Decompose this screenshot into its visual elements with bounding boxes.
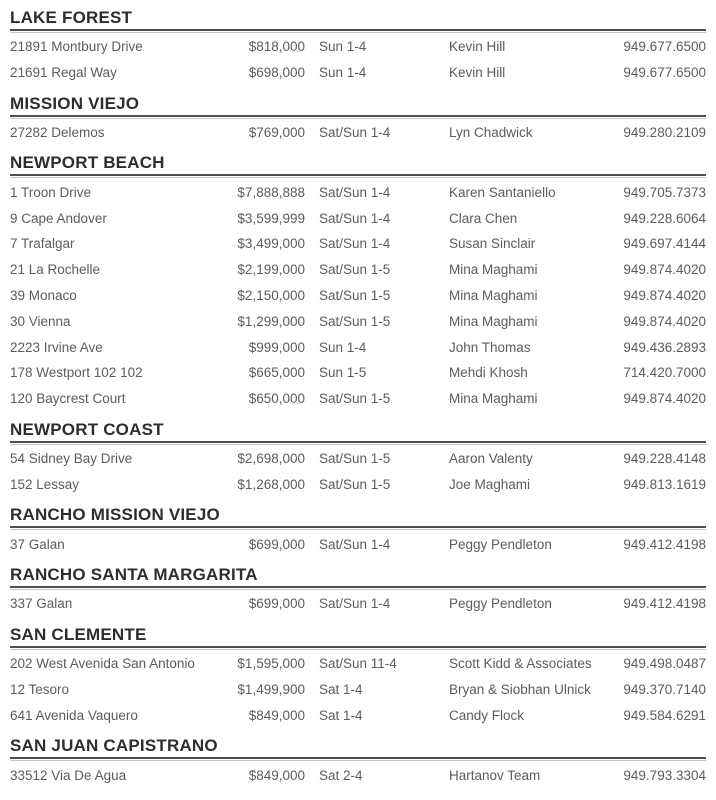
listing-agent: Scott Kidd & Associates [449,656,592,672]
listing-address: 178 Westport 102 102 [10,365,143,381]
listing-open-time: Sun 1-4 [319,65,367,81]
listing-price: $1,299,000 [237,313,305,329]
listing-open-time: Sun 1-4 [319,39,367,55]
listing-agent: Clara Chen [449,210,518,226]
listing-phone: 949.677.6500 [623,39,706,55]
listing-agent: Susan Sinclair [449,236,536,252]
listing-address: 27282 Delemos [10,124,105,140]
listing-phone: 949.697.4144 [623,236,706,252]
city-section [10,625,706,728]
listing-rows [10,179,706,411]
listing-price: $849,000 [248,767,305,783]
listing-phone: 949.705.7373 [623,184,706,200]
listing-agent: Peggy Pendleton [449,536,552,552]
listing-phone: 949.498.0487 [623,656,706,672]
listing-address: 202 West Avenida San Antonio [10,656,195,672]
listing-address: 12 Tesoro [10,681,70,697]
listing-open-time: Sun 1-4 [319,339,367,355]
listing-price: $2,698,000 [237,450,305,466]
listing-row [10,446,706,472]
city-heading: RANCHO MISSION VIEJO [10,505,220,525]
listing-row [10,179,706,205]
city-heading: LAKE FOREST [10,8,133,27]
heading-rule [10,441,706,445]
listing-phone: 949.677.6500 [623,65,706,81]
listing-address: 152 Lessay [10,476,80,492]
listing-phone: 949.874.4020 [623,262,706,278]
listing-open-time: Sat/Sun 1-4 [319,536,391,552]
listing-price: $849,000 [248,707,305,723]
heading-rule [10,526,706,530]
listing-price: $818,000 [248,39,305,55]
listing-address: 2223 Irvine Ave [10,339,103,355]
listing-rows [10,762,706,788]
listing-agent: Joe Maghami [449,476,531,492]
listing-phone: 949.793.3304 [623,767,706,783]
listing-open-time: Sun 1-5 [319,365,367,381]
listing-row [10,360,706,386]
listing-agent: John Thomas [449,339,531,355]
listing-agent: Mina Maghami [449,287,538,303]
listing-price: $1,268,000 [237,476,305,492]
listing-row [10,531,706,557]
listing-address: 21891 Montbury Drive [10,39,143,55]
listing-agent: Mina Maghami [449,313,538,329]
listing-agent: Mehdi Khosh [449,365,528,381]
listing-phone: 949.412.4198 [623,596,706,612]
city-section [10,736,706,788]
heading-rule [10,29,706,33]
city-heading: SAN JUAN CAPISTRANO [10,736,218,756]
listing-rows [10,531,706,557]
listing-phone: 949.228.6064 [623,210,706,226]
city-heading: SAN CLEMENTE [10,624,147,644]
listing-open-time: Sat/Sun 1-5 [319,450,391,466]
listing-phone: 949.280.2109 [623,124,706,140]
city-section [10,94,706,146]
city-sections-container [10,8,706,788]
listing-phone: 949.228.4148 [623,450,706,466]
listing-open-time: Sat 1-4 [319,681,363,697]
listing-agent: Aaron Valenty [449,450,533,466]
listing-phone: 949.436.2893 [623,339,706,355]
city-heading: RANCHO SANTA MARGARITA [10,564,258,584]
listing-price: $699,000 [248,536,305,552]
listing-address: 9 Cape Andover [10,210,107,226]
listing-agent: Kevin Hill [449,65,506,81]
listing-address: 337 Galan [10,596,73,612]
listing-open-time: Sat/Sun 1-4 [319,184,391,200]
listing-address: 7 Trafalgar [10,236,75,252]
listing-row [10,702,706,728]
listing-agent: Peggy Pendleton [449,596,552,612]
city-heading: NEWPORT COAST [10,419,164,439]
city-section [10,8,706,86]
listing-phone: 949.874.4020 [623,313,706,329]
listing-phone: 949.874.4020 [623,287,706,303]
listing-row [10,60,706,86]
heading-rule [10,115,706,119]
listing-row [10,120,706,146]
listing-row [10,762,706,788]
listing-open-time: Sat/Sun 1-5 [319,262,391,278]
listing-open-time: Sat/Sun 11-4 [319,656,397,672]
listing-price: $650,000 [248,391,305,407]
listing-row [10,308,706,334]
listing-open-time: Sat/Sun 1-5 [319,391,391,407]
listing-open-time: Sat/Sun 1-4 [319,236,391,252]
listing-phone: 949.412.4198 [623,536,706,552]
listing-agent: Kevin Hill [449,39,506,55]
listing-phone: 949.370.7140 [623,681,706,697]
listing-phone: 949.584.6291 [623,707,706,723]
listing-price: $2,150,000 [237,287,305,303]
listing-phone: 949.874.4020 [623,391,706,407]
heading-rule [10,757,706,761]
listing-open-time: Sat/Sun 1-5 [319,287,391,303]
listing-address: 33512 Via De Agua [10,767,127,783]
listing-rows [10,446,706,498]
listing-address: 1 Troon Drive [10,184,92,200]
listing-price: $2,199,000 [237,262,305,278]
city-heading: NEWPORT BEACH [10,153,165,173]
city-section [10,505,706,557]
listing-price: $1,499,900 [237,681,305,697]
listing-row [10,651,706,677]
listing-open-time: Sat 1-4 [319,707,363,723]
listing-phone: 714.420.7000 [623,365,706,381]
listing-row [10,205,706,231]
listing-row [10,591,706,617]
city-heading: MISSION VIEJO [10,93,140,113]
listing-row [10,283,706,309]
listing-price: $769,000 [248,124,305,140]
listing-open-time: Sat/Sun 1-5 [319,313,391,329]
city-section [10,153,706,411]
listing-address: 120 Baycrest Court [10,391,126,407]
listing-row [10,257,706,283]
listing-phone: 949.813.1619 [623,476,706,492]
listing-price: $3,499,000 [237,236,305,252]
listing-row [10,386,706,412]
listing-price: $1,595,000 [237,656,305,672]
listing-price: $698,000 [248,65,305,81]
listing-rows [10,34,706,86]
listing-price: $665,000 [248,365,305,381]
listing-address: 21691 Regal Way [10,65,117,81]
listing-address: 39 Monaco [10,287,77,303]
listing-address: 21 La Rochelle [10,262,101,278]
listing-price: $7,888,888 [237,184,305,200]
listing-open-time: Sat/Sun 1-4 [319,124,391,140]
listing-open-time: Sat 2-4 [319,767,363,783]
listing-price: $999,000 [248,339,305,355]
listing-rows [10,120,706,146]
city-section [10,420,706,498]
listing-agent: Lyn Chadwick [449,124,533,140]
listing-address: 30 Vienna [10,313,71,329]
listing-row [10,471,706,497]
listing-row [10,334,706,360]
listing-rows [10,651,706,728]
listing-address: 37 Galan [10,536,65,552]
listing-price: $3,599,999 [237,210,305,226]
listing-address: 641 Avenida Vaquero [10,707,138,723]
listing-agent: Bryan & Siobhan Ulnick [449,681,591,697]
listing-open-time: Sat/Sun 1-5 [319,476,391,492]
listing-row [10,231,706,257]
listing-agent: Karen Santaniello [449,184,556,200]
listing-open-time: Sat/Sun 1-4 [319,596,391,612]
listing-price: $699,000 [248,596,305,612]
listing-address: 54 Sidney Bay Drive [10,450,133,466]
listing-row [10,34,706,60]
city-section [10,565,706,617]
listing-agent: Candy Flock [449,707,525,723]
heading-rule [10,646,706,650]
listing-open-time: Sat/Sun 1-4 [319,210,391,226]
listing-agent: Mina Maghami [449,262,538,278]
listing-agent: Hartanov Team [449,767,541,783]
listing-agent: Mina Maghami [449,391,538,407]
heading-rule [10,586,706,590]
listing-row [10,677,706,703]
heading-rule [10,174,706,178]
listing-rows [10,591,706,617]
